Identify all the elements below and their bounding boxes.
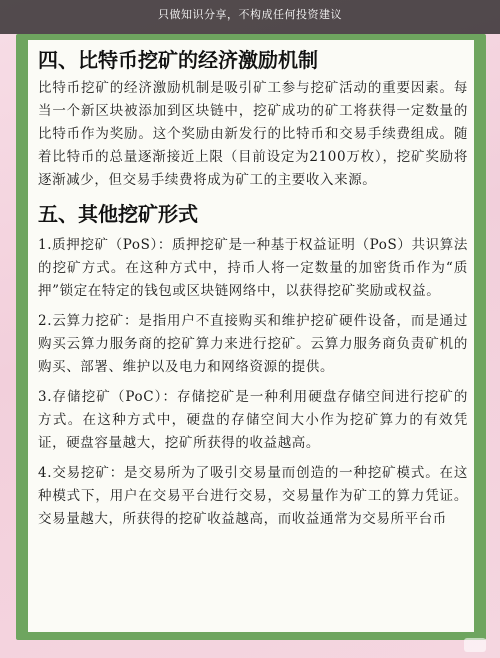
watermark-badge: [464, 638, 486, 652]
item-cloud-mining: 2.云算力挖矿：是指用户不直接购买和维护挖矿硬件设备，而是通过购买云算力服务商的挖矿算力来进行挖矿。云算力服务商负责矿机的购买、部署、维护以及电力和网络资源的提供。: [38, 313, 468, 375]
item-storage-mining: 3.存储挖矿（PoC）：存储挖矿是一种利用硬盘存储空间进行挖矿的方式。在这种方式中，硬盘的存储空间大小作为挖矿算力的有效凭证，硬盘容量越大，挖矿所获得的收益越高。: [38, 389, 468, 451]
item-trade-mining: 4.交易挖矿：是交易所为了吸引交易量而创造的一种挖矿模式。在这种模式下，用户在交易平台进行交易，交易量作为矿工的算力凭证。交易量越大，所获得的挖矿收益越高，而收益通常为交易所平台币: [38, 465, 468, 527]
section4-heading: 四、比特币挖矿的经济激励机制: [38, 48, 318, 72]
section5-heading: 五、其他挖矿形式: [38, 202, 198, 226]
disclaimer-banner: 只做知识分享，不构成任何投资建议: [0, 0, 500, 34]
section4-paragraph: 比特币挖矿的经济激励机制是吸引矿工参与挖矿活动的重要因素。每当一个新区块被添加到区块链中，挖矿成功的矿工将获得一定数量的比特币作为奖励。这个奖励由新发行的比特币和交易手续费组成。随着比特币的总量逐渐接近上限（目前设定为2100万枚），挖矿奖励将逐渐减少，但交易手续费将成为矿工的主要收入来源。: [38, 80, 468, 188]
item-pos-staking: 1.质押挖矿（PoS）：质押挖矿是一种基于权益证明（PoS）共识算法的挖矿方式。在这种方式中，持币人将一定数量的加密货币作为“质押”锁定在特定的钱包或区块链网络中，以获得挖矿奖励或权益。: [38, 237, 468, 299]
article-content: [38, 44, 468, 531]
